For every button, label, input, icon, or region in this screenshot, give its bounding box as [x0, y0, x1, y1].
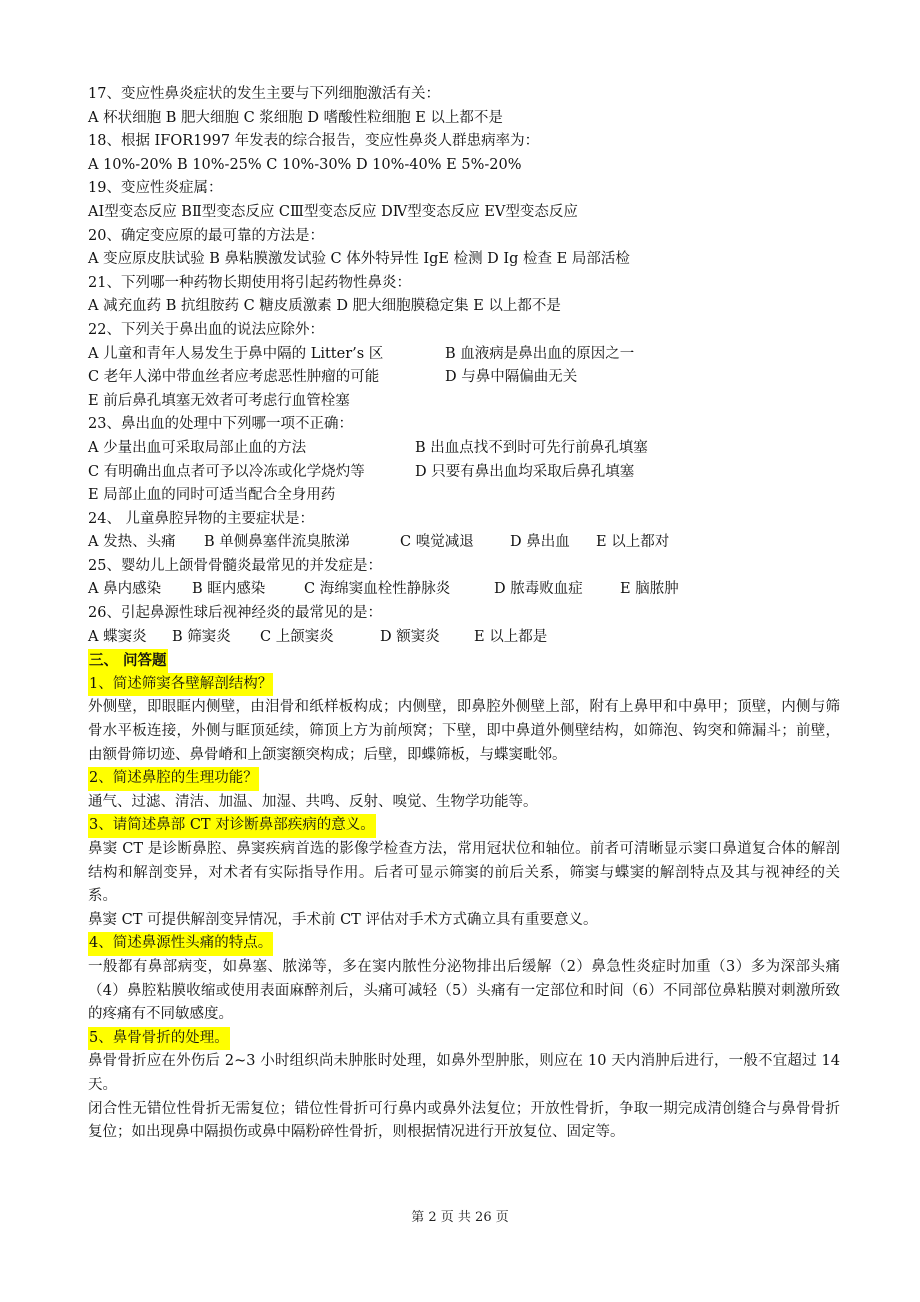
option-text: D 只要有鼻出血均采取后鼻孔填塞: [415, 463, 635, 480]
options-row: [88, 366, 840, 390]
section-title: 三、 问答题: [88, 649, 168, 673]
option-text: A 杯状细胞 B 肥大细胞 C 浆细胞 D 嗜酸性粒细胞 E 以上都不是: [88, 109, 503, 126]
options-row: [88, 461, 840, 485]
page-number-text: 第 2 页 共 26 页: [411, 1210, 509, 1225]
option-text: C 上颌窦炎: [260, 628, 334, 645]
qa-question-text: 3、请简述鼻部 CT 对诊断鼻部疾病的意义。: [88, 814, 376, 838]
option-text: A 10%-20% B 10%-25% C 10%-30% D 10%-40% E 5%-20%: [88, 156, 522, 173]
option-text: A 变应原皮肤试验 B 鼻粘膜激发试验 C 体外特异性 IgE 检测 D Ig 检查 E 局部活检: [88, 251, 630, 268]
qa-answer: 一般都有鼻部病变，如鼻塞、脓涕等，多在窦内脓性分泌物排出后缓解（2）鼻急性炎症时加重（3）多为深部头痛（4）鼻腔粘膜收缩或使用表面麻醉剂后，头痛可减轻（5）头痛有一定部位和时间（6）不同部位鼻粘膜对刺激所致的疼痛有不同敏感度。: [88, 958, 840, 1023]
qa-answer: 闭合性无错位性骨折无需复位；错位性骨折可行鼻内或鼻外法复位；开放性骨折，争取一期完成清创缝合与鼻骨骨折复位；如出现鼻中隔损伤或鼻中隔粉碎性骨折，则根据情况进行开放复位、固定等。: [88, 1100, 840, 1141]
qa-answer: 鼻窦 CT 可提供解剖变异情况，手术前 CT 评估对手术方式确立具有重要意义。: [88, 911, 598, 928]
options-row: [88, 437, 840, 461]
qa-answer: 鼻骨骨折应在外伤后 2~3 小时组织尚未肿胀时处理，如鼻外型肿胀，则应在 10 天内消肿后进行，一般不宜超过 14 天。: [88, 1053, 840, 1093]
qa-question-text: 5、鼻骨骨折的处理。: [88, 1027, 230, 1051]
options-row: [88, 295, 840, 319]
option-text: B 血液病是鼻出血的原因之一: [445, 345, 635, 362]
options-row: [88, 390, 840, 414]
option-text: D 与鼻中隔偏曲无关: [445, 369, 578, 386]
option-text: B 筛窦炎: [172, 628, 231, 645]
qa-question: [88, 814, 840, 838]
option-text: D 额窦炎: [380, 628, 440, 645]
option-text: AⅠ型变态反应 BⅡ型变态反应 CⅢ型变态反应 DⅣ型变态反应 EⅤ型变态反应: [88, 203, 578, 220]
qa-answer: 通气、过滤、清洁、加温、加湿、共鸣、反射、嗅觉、生物学功能等。: [88, 793, 538, 810]
question-stem: 24、 儿童鼻腔异物的主要症状是：: [88, 510, 315, 527]
question-stem: 23、鼻出血的处理中下列哪一项不正确：: [88, 416, 353, 433]
qa-question-text: 4、简述鼻源性头痛的特点。: [88, 932, 273, 956]
option-text: B 出血点找不到时可先行前鼻孔填塞: [415, 439, 648, 456]
options-row: [88, 578, 840, 602]
option-text: B 单侧鼻塞伴流臭脓涕: [204, 534, 350, 551]
document-body: [88, 83, 840, 1145]
option-text: A 发热、头痛: [88, 534, 176, 551]
options-row: [88, 343, 840, 367]
section-heading: [88, 649, 840, 673]
option-text: C 老年人涕中带血丝者应考虑恶性肿瘤的可能: [88, 369, 380, 386]
qa-question-text: 2、简述鼻腔的生理功能？: [88, 767, 259, 791]
question-stem: 22、下列关于鼻出血的说法应除外：: [88, 321, 324, 338]
qa-answer: 外侧壁，即眼眶内侧壁，由泪骨和纸样板构成；内侧壁，即鼻腔外侧壁上部，附有上鼻甲和中鼻甲；顶壁，内侧与筛骨水平板连接，外侧与眶顶延续，筛顶上方为前颅窝；下壁，即中鼻道外侧壁结构，如筛泡、钩突和筛漏斗；前壁，由额骨筛切迹、鼻骨嵴和上颌窦额突构成；后壁，即蝶筛板，与蝶窦毗邻。: [88, 699, 840, 763]
options-row: [88, 484, 840, 508]
option-text: C 嗅觉减退: [400, 534, 474, 551]
option-text: C 海绵窦血栓性静脉炎: [304, 581, 451, 598]
question-stem: 18、根据 IFOR1997 年发表的综合报告，变应性鼻炎人群患病率为：: [88, 133, 540, 150]
option-text: A 儿童和青年人易发生于鼻中隔的 Litter’s 区: [88, 345, 384, 362]
question-stem: 20、确定变应原的最可靠的方法是：: [88, 227, 324, 244]
question-stem: 25、婴幼儿上颌骨骨髓炎最常见的并发症是：: [88, 557, 382, 574]
option-text: D 脓毒败血症: [494, 581, 583, 598]
qa-answer: 鼻窦 CT 是诊断鼻腔、鼻窦疾病首选的影像学检查方法，常用冠状位和轴位。前者可清晰显示窦口鼻道复合体的解剖结构和解剖变异，对术者有实际指导作用。后者可显示筛窦的前后关系，筛窦与蝶窦的解剖特点及其与视神经的关系。: [88, 841, 840, 905]
option-text: A 蝶窦炎: [88, 628, 147, 645]
option-text: A 鼻内感染: [88, 581, 162, 598]
options-row: [88, 626, 840, 650]
question-stem: 17、变应性鼻炎症状的发生主要与下列细胞激活有关：: [88, 86, 440, 102]
option-text: A 少量出血可采取局部止血的方法: [88, 439, 307, 456]
option-text: B 眶内感染: [192, 581, 266, 598]
option-text: E 以上都对: [596, 534, 670, 551]
qa-question: [88, 932, 840, 956]
option-text: C 有明确出血点者可予以冷冻或化学烧灼等: [88, 463, 365, 480]
qa-question: [88, 673, 840, 697]
options-row: [88, 248, 840, 272]
option-text: A 减充血药 B 抗组胺药 C 糖皮质激素 D 肥大细胞膜稳定集 E 以上都不是: [88, 298, 561, 315]
options-row: [88, 154, 840, 178]
option-text: D 鼻出血: [510, 534, 570, 551]
question-stem: 21、下列哪一种药物长期使用将引起药物性鼻炎：: [88, 274, 411, 291]
page-footer: [0, 1206, 920, 1225]
option-text: E 脑脓肿: [620, 581, 679, 598]
qa-question: [88, 767, 840, 791]
option-text: E 局部止血的同时可适当配合全身用药: [88, 487, 336, 504]
options-row: [88, 201, 840, 225]
qa-question-text: 1、简述筛窦各壁解剖结构？: [88, 673, 273, 697]
options-row: [88, 531, 840, 555]
option-text: E 前后鼻孔填塞无效者可考虑行血管栓塞: [88, 392, 350, 409]
question-stem: 26、引起鼻源性球后视神经炎的最常见的是：: [88, 605, 382, 622]
question-stem: 19、变应性炎症属：: [88, 180, 223, 197]
qa-question: [88, 1027, 840, 1051]
options-row: [88, 107, 840, 131]
option-text: E 以上都是: [474, 628, 548, 645]
